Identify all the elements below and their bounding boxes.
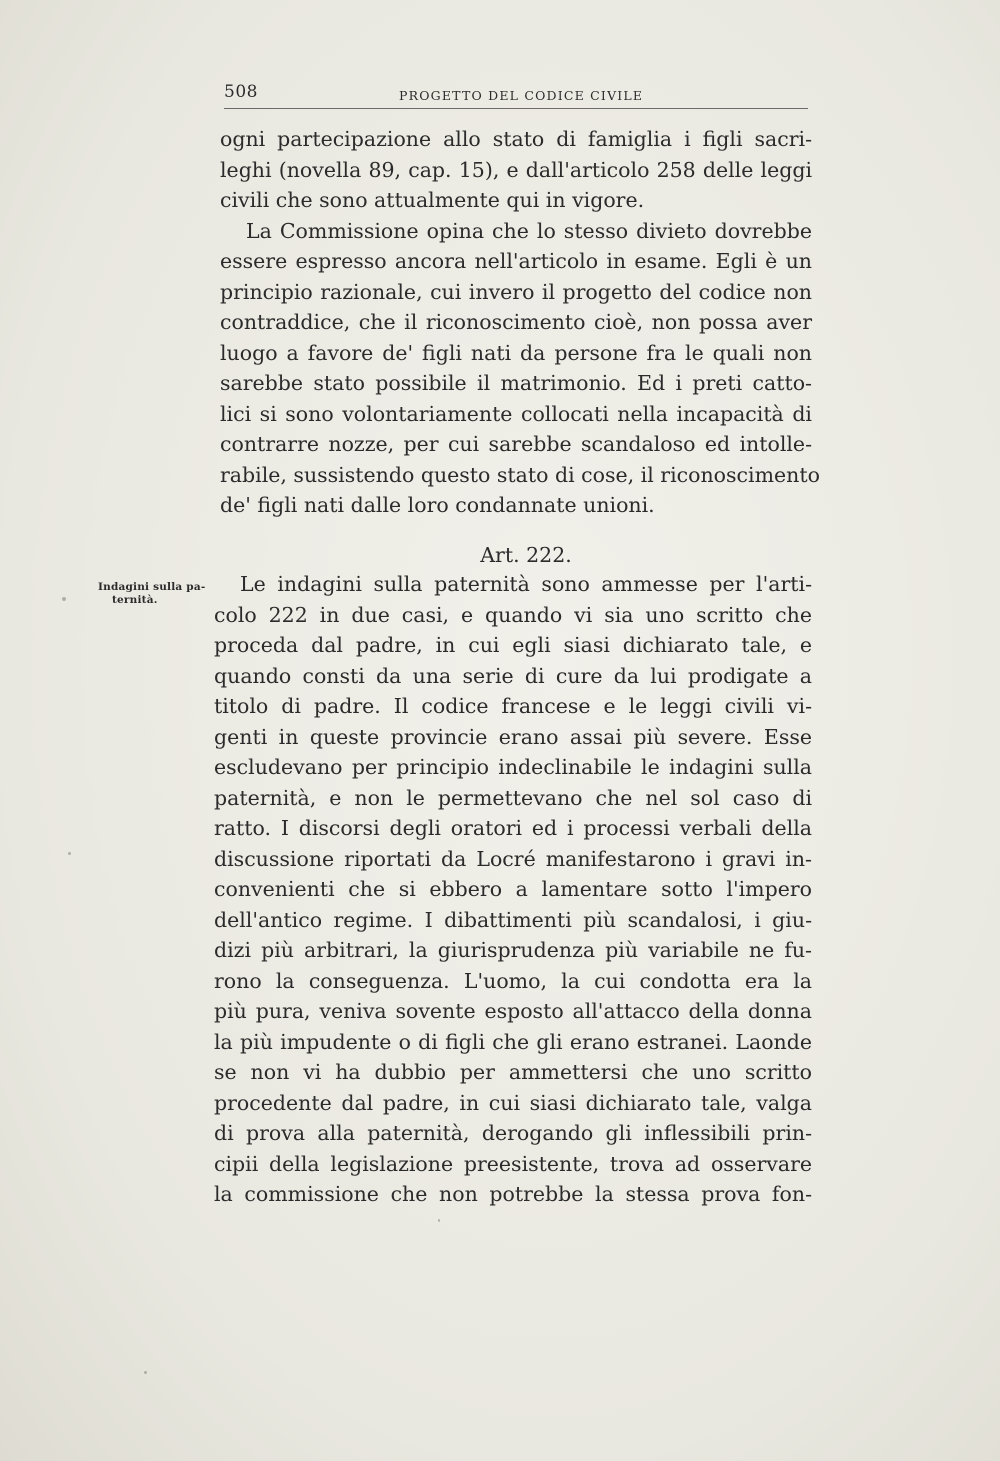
paper-speck xyxy=(68,852,71,855)
text-line: de' figli nati dalle loro condannate unioni. xyxy=(220,493,655,517)
text-line: contraddice, che il riconoscimento cioè, non possa aver xyxy=(220,310,812,334)
text-line: principio razionale, cui invero il progetto del codice non xyxy=(220,279,812,304)
text-line: titolo di padre. Il codice francese e le leggi civili vi- xyxy=(214,694,812,718)
margin-note xyxy=(98,581,208,607)
running-title: PROGETTO DEL CODICE CIVILE xyxy=(399,88,644,103)
paper-speck xyxy=(62,597,66,601)
margin-note-line: ternità. xyxy=(112,594,158,606)
text-line: La Commissione opina che lo stesso divieto dovrebbe xyxy=(246,218,812,243)
margin-note-line: Indagini sulla pa- xyxy=(98,581,206,593)
text-line: essere espresso ancora nell'articolo in esame. Egli è un xyxy=(220,249,812,273)
text-line: leghi (novella 89, cap. 15), e dall'articolo 258 delle leggi xyxy=(220,157,812,182)
text-line: ogni partecipazione allo stato di famiglia i figli sacri- xyxy=(220,127,812,151)
text-line: luogo a favore de' figli nati da persone fra le quali non xyxy=(220,340,812,365)
paper-speck xyxy=(438,1219,440,1222)
text-line: lici si sono volontariamente collocati nella incapacità di xyxy=(220,401,812,426)
text-line: quando consti da una serie di cure da lui prodigate a xyxy=(214,663,812,688)
text-line: la più impudente o di figli che gli erano estranei. Laonde xyxy=(214,1029,812,1054)
text-line: contrarre nozze, per cui sarebbe scandaloso ed intolle- xyxy=(220,432,812,456)
text-line: sarebbe stato possibile il matrimonio. Ed i preti catto- xyxy=(220,371,812,395)
text-line: più pura, veniva sovente esposto all'attacco della donna xyxy=(214,999,812,1023)
text-line: escludevano per principio indeclinabile le indagini sulla xyxy=(214,755,812,779)
text-line: genti in queste provincie erano assai più severe. Esse xyxy=(214,724,812,749)
header-rule xyxy=(224,108,808,109)
paragraph-paternity-inquiry xyxy=(214,569,812,1210)
text-line: cipii della legislazione preesistente, trova ad osservare xyxy=(214,1151,812,1176)
text-line: Le indagini sulla paternità sono ammesse per l'arti- xyxy=(240,572,812,596)
text-line: civili che sono attualmente qui in vigore. xyxy=(220,188,645,212)
text-line: dizi più arbitrari, la giurisprudenza più variabile ne fu- xyxy=(214,938,812,962)
text-line: procedente dal padre, in cui siasi dichiarato tale, valga xyxy=(214,1090,812,1115)
text-line: se non vi ha dubbio per ammettersi che uno scritto xyxy=(214,1060,812,1084)
text-line: di prova alla paternità, derogando gli inflessibili prin- xyxy=(214,1121,812,1145)
article-heading: Art. 222. xyxy=(480,543,572,567)
text-line: rabile, sussistendo questo stato di cose, il riconoscimento xyxy=(220,462,820,487)
text-line: dell'antico regime. I dibattimenti più scandalosi, i giu- xyxy=(214,907,812,932)
text-line: la commissione che non potrebbe la stessa prova fon- xyxy=(214,1182,812,1206)
text-line: colo 222 in due casi, e quando vi sia uno scritto che xyxy=(214,602,812,627)
page-header xyxy=(224,82,808,106)
text-line: proceda dal padre, in cui egli siasi dichiarato tale, e xyxy=(214,633,812,657)
text-line: rono la conseguenza. L'uomo, la cui condotta era la xyxy=(214,968,812,993)
paragraph-commission-opinion xyxy=(220,124,820,521)
paper-speck xyxy=(144,1371,147,1374)
text-line: convenienti che si ebbero a lamentare sotto l'impero xyxy=(214,877,812,901)
text-line: discussione riportati da Locré manifestarono i gravi in- xyxy=(214,846,812,871)
text-line: paternità, e non le permettevano che nel sol caso di xyxy=(214,785,812,810)
page-number: 508 xyxy=(224,82,258,102)
text-line: ratto. I discorsi degli oratori ed i processi verbali della xyxy=(214,816,812,840)
